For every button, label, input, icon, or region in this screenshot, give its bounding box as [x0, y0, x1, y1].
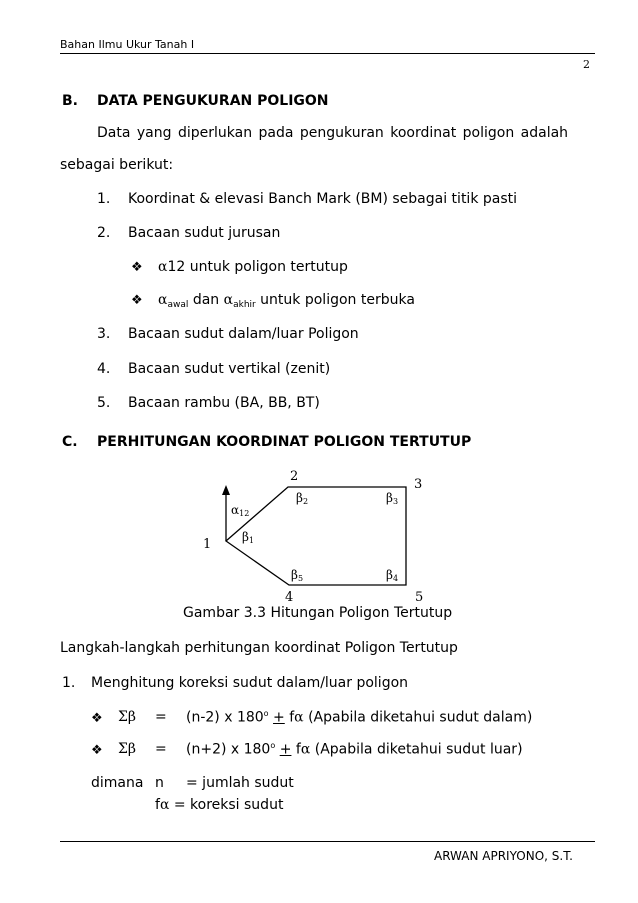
beta-4-label: β4 — [386, 568, 399, 583]
steps-intro: Langkah-langkah perhitungan koordinat Poligon Tertutup — [60, 640, 458, 656]
list-item-text: Bacaan sudut vertikal (zenit) — [128, 361, 331, 377]
list-item-number: 4. — [97, 361, 111, 377]
section-c-letter: C. — [62, 434, 78, 450]
sub-bullet-text: α12 untuk poligon tertutup — [158, 259, 348, 275]
list-item-text: Bacaan sudut jurusan — [128, 225, 281, 241]
formula-equals: = — [155, 709, 167, 725]
intro-line-2: sebagai berikut: — [60, 157, 174, 173]
beta-2-label: β2 — [296, 491, 309, 506]
point-label-4: 4 — [285, 590, 294, 605]
header-title: Bahan Ilmu Ukur Tanah I — [60, 38, 195, 51]
section-b-letter: B. — [62, 93, 78, 109]
formula-equals: = — [155, 741, 167, 757]
step-text: Menghitung koreksi sudut dalam/luar poligon — [91, 675, 409, 691]
figure-caption: Gambar 3.3 Hitungan Poligon Tertutup — [183, 605, 453, 621]
footer-author: ARWAN APRIYONO, S.T. — [434, 849, 573, 863]
sub-bullet-text: $\alpha_{awal}$ dan $\alpha_{akhir}$ untuk poligon terbuka — [158, 292, 415, 310]
beta-3-label: β3 — [386, 491, 399, 506]
list-item-number: 3. — [97, 326, 111, 342]
formula-rhs: (n+2) x 180$^o$ + fα (Apabila diketahui sudut luar) — [186, 741, 523, 758]
diamond-bullet-icon: ❖ — [131, 293, 143, 308]
beta-5-label: β5 — [291, 568, 304, 583]
list-item-number: 2. — [97, 225, 111, 241]
north-arrow-head — [222, 485, 230, 495]
beta-1-label: β1 — [242, 530, 255, 545]
where-n-desc: = jumlah sudut — [186, 775, 294, 791]
diamond-bullet-icon: ❖ — [91, 743, 103, 758]
list-item-text: Bacaan sudut dalam/luar Poligon — [128, 326, 359, 342]
step-number: 1. — [62, 675, 76, 691]
diamond-bullet-icon: ❖ — [131, 260, 143, 275]
point-label-3: 3 — [414, 477, 423, 492]
page-number: 2 — [583, 58, 590, 71]
point-label-1: 1 — [203, 537, 212, 552]
list-item-text: Koordinat & elevasi Banch Mark (BM) sebagai titik pasti — [128, 191, 518, 207]
formula-lhs: Σβ — [118, 741, 136, 757]
section-b-title: DATA PENGUKURAN POLIGON — [97, 93, 329, 109]
formula-rhs: (n-2) x 180$^o$ + fα (Apabila diketahui sudut dalam) — [186, 709, 533, 726]
where-n: n — [155, 775, 164, 791]
point-label-5: 5 — [415, 590, 424, 605]
alpha-12-label: α12 — [231, 503, 250, 518]
intro-line-1: Data yang diperlukan pada pengukuran koordinat poligon adalah — [97, 125, 569, 141]
list-item-number: 5. — [97, 395, 111, 411]
point-label-2: 2 — [290, 469, 299, 484]
diamond-bullet-icon: ❖ — [91, 711, 103, 726]
formula-lhs: Σβ — [118, 709, 136, 725]
section-c-title: PERHITUNGAN KOORDINAT POLIGON TERTUTUP — [97, 434, 472, 450]
footer-rule — [60, 841, 595, 842]
list-item-text: Bacaan rambu (BA, BB, BT) — [128, 395, 320, 411]
where-label: dimana — [91, 775, 144, 791]
list-item-number: 1. — [97, 191, 111, 207]
where-f: fα = koreksi sudut — [155, 797, 284, 813]
